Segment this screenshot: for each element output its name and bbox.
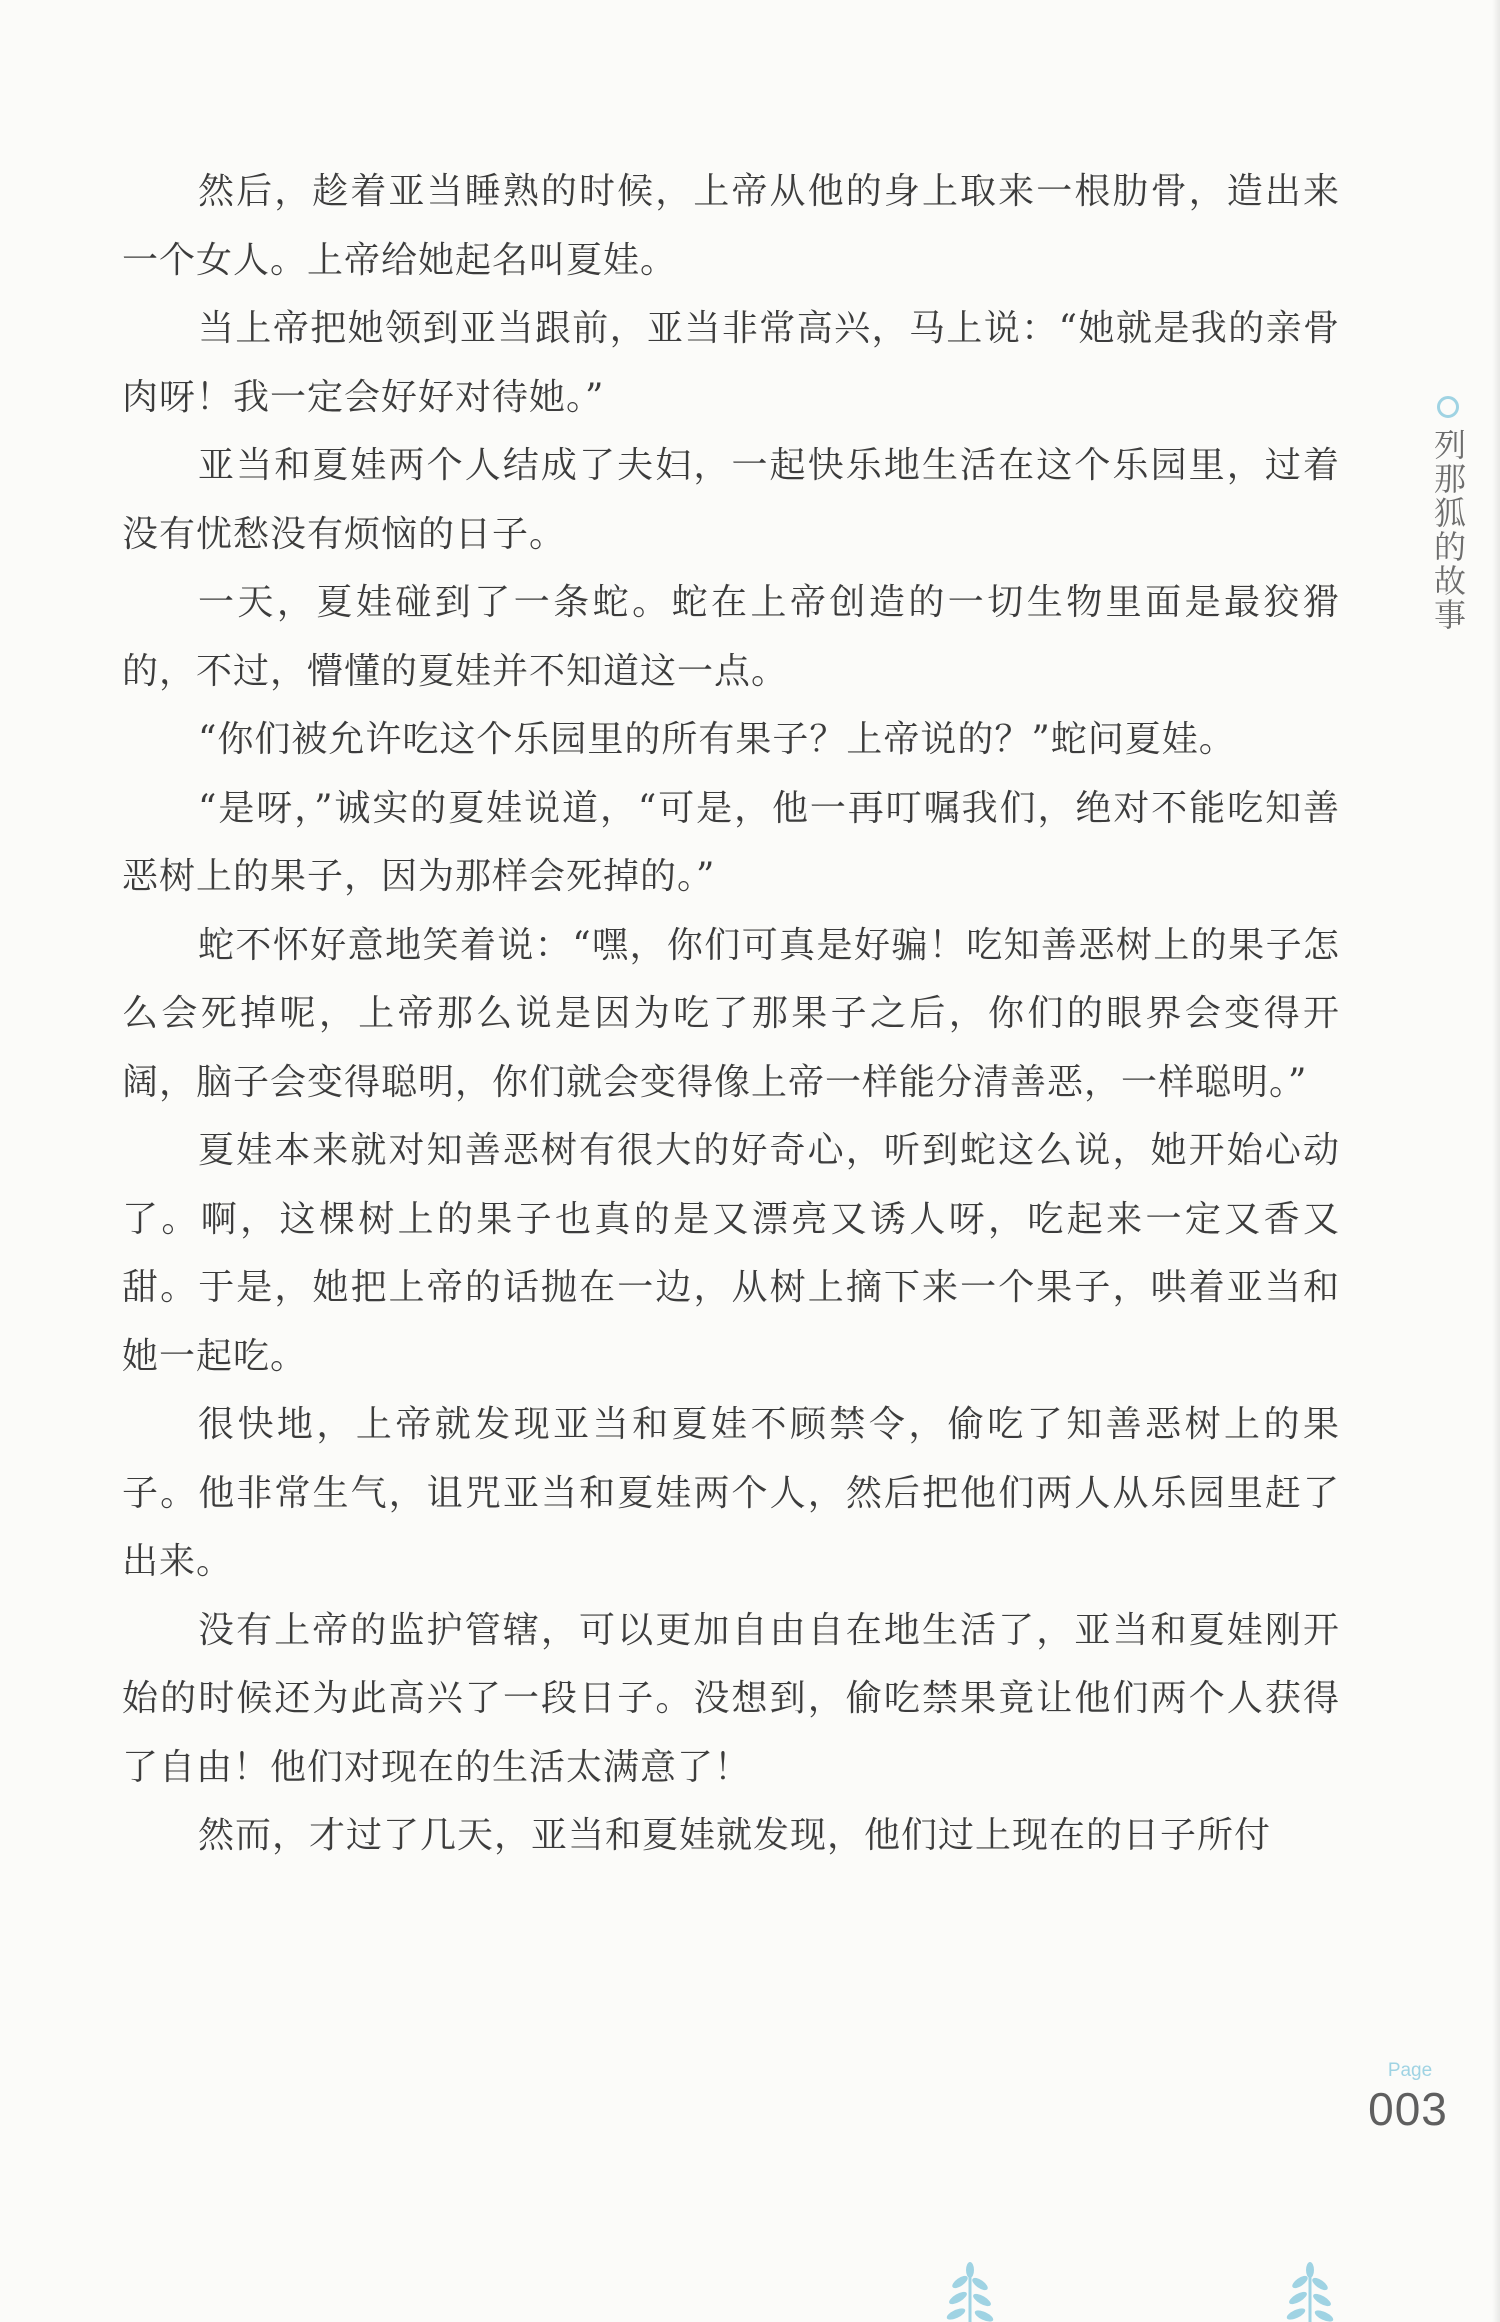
paragraph: 一天，夏娃碰到了一条蛇。蛇在上帝创造的一切生物里面是最狡猾的，不过，懵懂的夏娃并不知道这一点。	[122, 582, 1340, 692]
paragraph: 没有上帝的监护管辖，可以更加自由自在地生活了，亚当和夏娃刚开始的时候还为此高兴了一段日子。没想到，偷吃禁果竟让他们两个人获得了自由！他们对现在的生活太满意了！	[122, 1609, 1340, 1788]
leaf-left-icon	[930, 2262, 1010, 2322]
paragraph: 亚当和夏娃两个人结成了夫妇，一起快乐地生活在这个乐园里，过着没有忧愁没有烦恼的日子。	[122, 445, 1340, 555]
leaf-right-icon	[1270, 2262, 1350, 2322]
ring-icon	[1437, 396, 1459, 418]
body-text	[122, 158, 1340, 1871]
paragraph: 蛇不怀好意地笑着说：“嘿，你们可真是好骗！吃知善恶树上的果子怎么会死掉呢，上帝那么说是因为吃了那果子之后，你们的眼界会变得开阔，脑子会变得聪明，你们就会变得像上帝一样能分清善恶，一样聪明。”	[122, 924, 1340, 1103]
paragraph: 当上帝把她领到亚当跟前，亚当非常高兴，马上说：“她就是我的亲骨肉呀！我一定会好好对待她。”	[122, 308, 1340, 418]
paragraph: 很快地，上帝就发现亚当和夏娃不顾禁令，偷吃了知善恶树上的果子。他非常生气，诅咒亚当和夏娃两个人，然后把他们两人从乐园里赶了出来。	[122, 1404, 1340, 1582]
page-number: 003	[1368, 2083, 1448, 2135]
book-title: 列那狐的故事	[1429, 428, 1467, 632]
paragraph: “是呀，”诚实的夏娃说道，“可是，他一再叮嘱我们，绝对不能吃知善恶树上的果子，因为那样会死掉的。”	[122, 787, 1340, 897]
paragraph: 然而，才过了几天，亚当和夏娃就发现，他们过上现在的日子所付	[198, 1815, 1272, 1856]
paragraph: 夏娃本来就对知善恶树有很大的好奇心，听到蛇这么说，她开始心动了。啊，这棵树上的果子也真的是又漂亮又诱人呀，吃起来一定又香又甜。于是，她把上帝的话抛在一边，从树上摘下来一个果子，哄着亚当和她一起吃。	[122, 1130, 1340, 1377]
paragraph: “你们被允许吃这个乐园里的所有果子？上帝说的？”蛇问夏娃。	[198, 719, 1236, 760]
page-label: Page	[1387, 2060, 1433, 2081]
page-edge	[1492, 0, 1500, 2322]
paragraph: 然后，趁着亚当睡熟的时候，上帝从他的身上取来一根肋骨，造出来一个女人。上帝给她起名叫夏娃。	[122, 171, 1340, 281]
running-header	[1428, 396, 1468, 632]
